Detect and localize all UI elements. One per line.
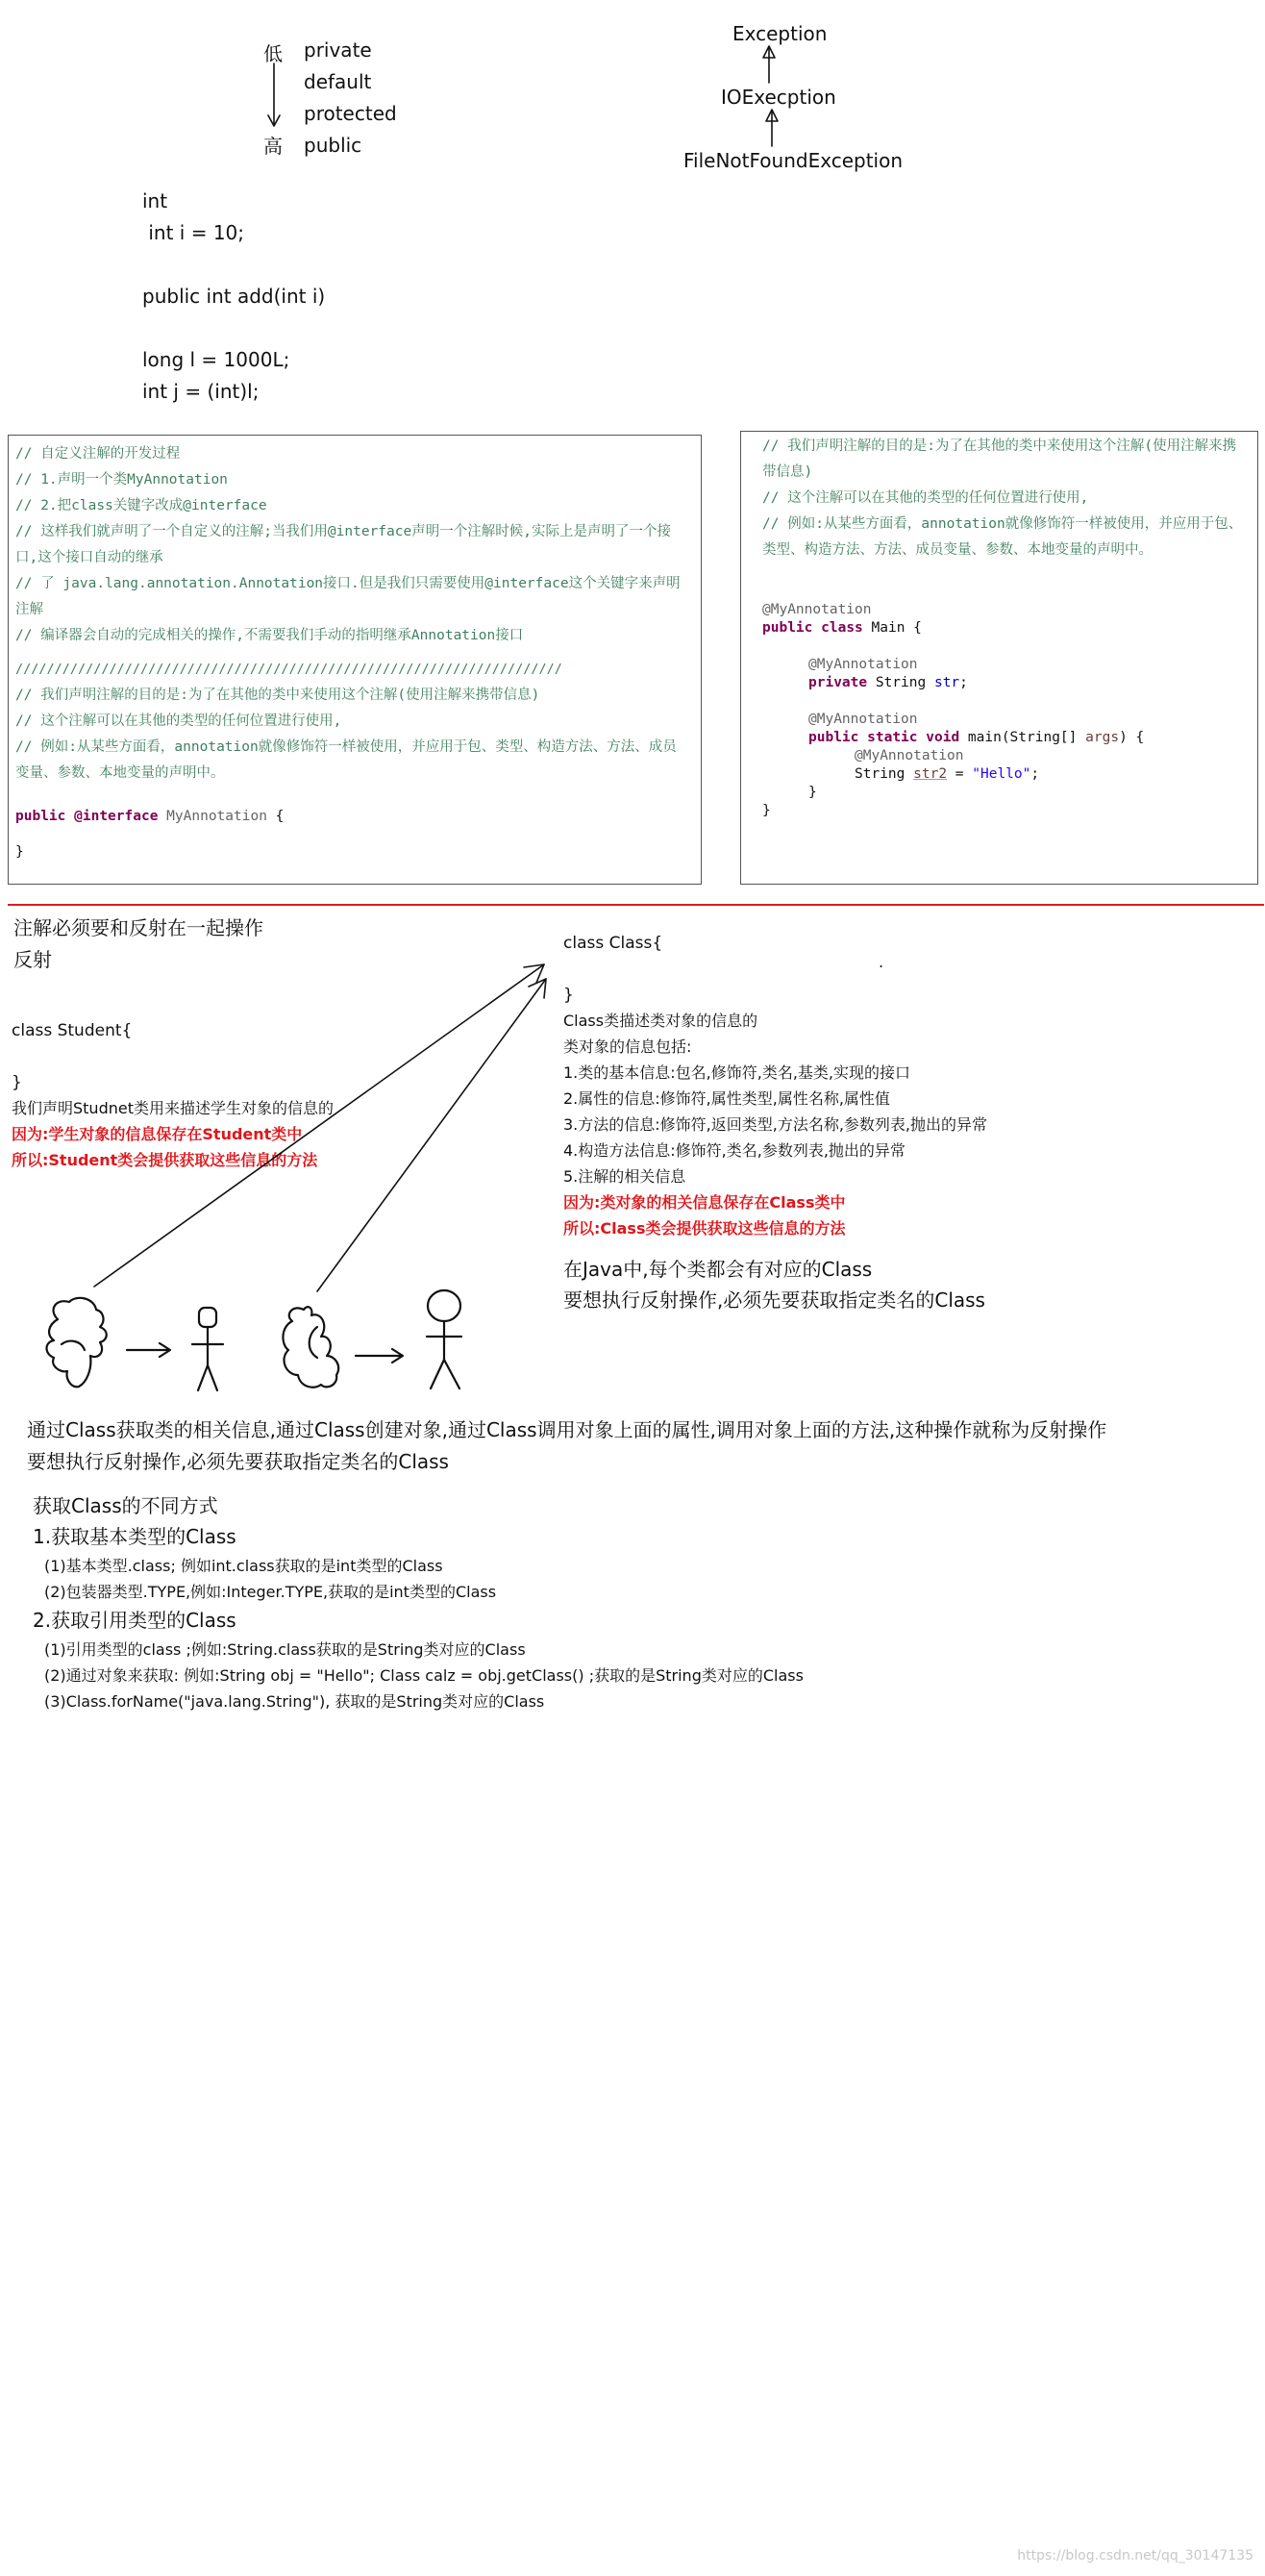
left-comment-1: // 自定义注解的开发过程 [15,446,181,462]
right-arrow-icon-1 [127,1343,170,1357]
kw-public: public [15,809,66,824]
left-comment-2: // 1.声明一个类MyAnnotation [15,472,228,488]
right-note-12: 在Java中,每个类都会有对应的Class [563,1258,873,1281]
kw-static: static [867,730,918,745]
type-string: String [875,675,927,690]
method-annotation: @MyAnnotation [808,712,918,727]
left-comment-4: // 这样我们就声明了一个自定义的注解;当我们用@interface声明一个注解时候,实际上是声明了一个接口,这个接口自动的继承 [15,524,671,565]
kw-public: public [762,620,813,636]
right-comment-3: // 例如:从某些方面看，annotation就像修饰符一样被使用，并应用于包、类型、构造方法、方法、成员变量、参数、本地变量的声明中。 [762,516,1243,558]
exception-label: Exception [732,22,828,45]
right-note-9: 5.注解的相关信息 [563,1167,686,1186]
cast-line-3: public int add(int i) [142,285,326,308]
kw-interface: @interface [74,809,159,824]
stick-figure-icon-1 [192,1308,223,1390]
left-comment-7: // 我们声明注解的目的是:为了在其他的类中来使用这个注解(使用注解来携带信息) [15,688,540,703]
left-note-1: 注解必须要和反射在一起操作 [13,916,263,939]
left-comment-9: // 例如:从某些方面看，annotation就像修饰符一样被使用，并应用于包、类型、构造方法、方法、成员变量、参数、本地变量的声明中。 [15,739,677,781]
left-note-3: class Student{ [12,1021,133,1040]
class-close-brace: } [762,803,771,818]
right-comment-2: // 这个注解可以在其他的类型的任何位置进行使用, [762,490,1089,506]
kw-void: void [926,730,960,745]
diagonal-arrow-icon-2 [317,979,546,1291]
blob-head-icon-2 [283,1307,338,1388]
right-note-7: 3.方法的信息:修饰符,返回类型,方法名称,参数列表,抛出的异常 [563,1115,988,1134]
ioexception-label: IOExecption [721,86,836,109]
ways-item-1-1: (1)基本类型.class; 例如int.class获取的是int类型的Class [44,1557,443,1575]
right-note-6: 2.属性的信息:修饰符,属性类型,属性名称,属性值 [563,1089,890,1108]
left-note-6: 因为:学生对象的信息保存在Student类中 [12,1125,303,1143]
left-note-2: 反射 [13,948,52,971]
method-close-brace: } [808,785,817,800]
right-arrow-icon-2 [356,1349,403,1363]
left-note-5: 我们声明Studnet类用来描述学生对象的信息的 [12,1099,334,1117]
cast-line-1: int [142,189,168,213]
left-comment-6: // 编译器会自动的完成相关的操作,不需要我们手动的指明继承Annotation接口 [15,628,524,643]
left-comment-8: // 这个注解可以在其他的类型的任何位置进行使用, [15,713,342,729]
open-brace: { [275,809,285,824]
stick-figure-icon-2 [427,1290,461,1388]
right-note-dot: . [879,953,884,971]
local-annotation: @MyAnnotation [855,748,964,763]
right-note-2: } [563,986,574,1005]
semicolon: ; [959,675,968,690]
ways-item-2-3: (3)Class.forName("java.lang.String"), 获取的是String类对应的Class [44,1692,545,1711]
ways-item-1-2: (2)包装器类型.TYPE,例如:Integer.TYPE,获取的是int类型的Class [44,1583,497,1601]
param-args: args [1085,730,1120,745]
class-annotation: @MyAnnotation [762,602,872,617]
access-private: private [304,38,372,62]
down-arrow-icon [268,63,280,126]
reflection-line-2: 要想执行反射操作,必须先要获取指定类名的Class [27,1450,449,1473]
cast-line-2: int i = 10; [142,221,245,244]
ways-item-2-2: (2)通过对象来获取: 例如:String obj = "Hello"; Class calz = obj.getClass() ;获取的是String类对应的Class [44,1666,804,1685]
access-protected: protected [304,102,397,125]
class-name: Main [871,620,905,636]
method-signature: main(String[] [967,730,1078,745]
low-label: 低 [263,42,283,65]
blob-head-icon-1 [47,1298,107,1387]
filenotfound-label: FileNotFoundException [683,149,904,172]
up-arrow-icon-1 [763,46,775,83]
right-note-10: 因为:类对象的相关信息保存在Class类中 [563,1193,846,1212]
right-comment-1: // 我们声明注解的目的是:为了在其他的类中来使用这个注解(使用注解来携带信息) [762,438,1237,480]
left-note-7: 所以:Student类会提供获取这些信息的方法 [12,1151,318,1169]
kw-private: private [808,675,868,690]
method-open: ) { [1119,730,1145,745]
local-str2: str2 [913,766,948,782]
cast-line-5: int j = (int)l; [142,380,260,403]
right-note-8: 4.构造方法信息:修饰符,类名,参数列表,抛出的异常 [563,1141,905,1160]
reflection-line-1: 通过Class获取类的相关信息,通过Class创建对象,通过Class调用对象上面的属性,调用对象上面的方法,这种操作就称为反射操作 [27,1418,1107,1441]
close-brace: } [15,844,24,860]
diagonal-arrow-icon-1 [94,964,544,1287]
high-label: 高 [263,135,283,158]
right-note-13: 要想执行反射操作,必须先要获取指定类名的Class [563,1288,985,1312]
cast-line-4: long l = 1000L; [142,348,290,371]
right-note-5: 1.类的基本信息:包名,修饰符,类名,基类,实现的接口 [563,1063,911,1082]
right-note-11: 所以:Class类会提供获取这些信息的方法 [563,1219,846,1238]
access-public: public [304,134,362,157]
field-str: str [933,675,960,690]
access-default: default [304,70,372,93]
right-note-4: 类对象的信息包括: [563,1038,692,1056]
local-type-string: String [855,766,905,782]
watermark: https://blog.csdn.net/qq_30147135 [1017,2548,1253,2563]
ways-heading-2: 2.获取引用类型的Class [33,1609,236,1632]
field-annotation: @MyAnnotation [808,657,918,672]
left-note-4: } [12,1073,22,1092]
local-semicolon: ; [1030,766,1040,782]
ways-item-2-1: (1)引用类型的class ;例如:String.class获取的是String类对应的Class [44,1640,526,1659]
hello-literal: "Hello" [972,766,1031,782]
ways-title: 获取Class的不同方式 [33,1494,218,1517]
class-open-brace: { [913,620,922,636]
left-comment-divider: ////////////////////////////////////////////////////////////////////// [15,662,562,677]
left-comment-3: // 2.把class关键字改成@interface [15,498,267,513]
interface-name: MyAnnotation [166,809,267,824]
ways-heading-1: 1.获取基本类型的Class [33,1525,236,1548]
equals-sign: = [955,766,964,782]
right-note-1: class Class{ [563,934,663,953]
kw-public-method: public [808,730,859,745]
kw-class: class [821,620,863,636]
right-note-3: Class类描述类对象的信息的 [563,1012,758,1030]
up-arrow-icon-2 [766,110,778,146]
left-comment-5: // 了 java.lang.annotation.Annotation接口.但是我们只需要使用@interface这个关键字来声明注解 [15,576,681,617]
